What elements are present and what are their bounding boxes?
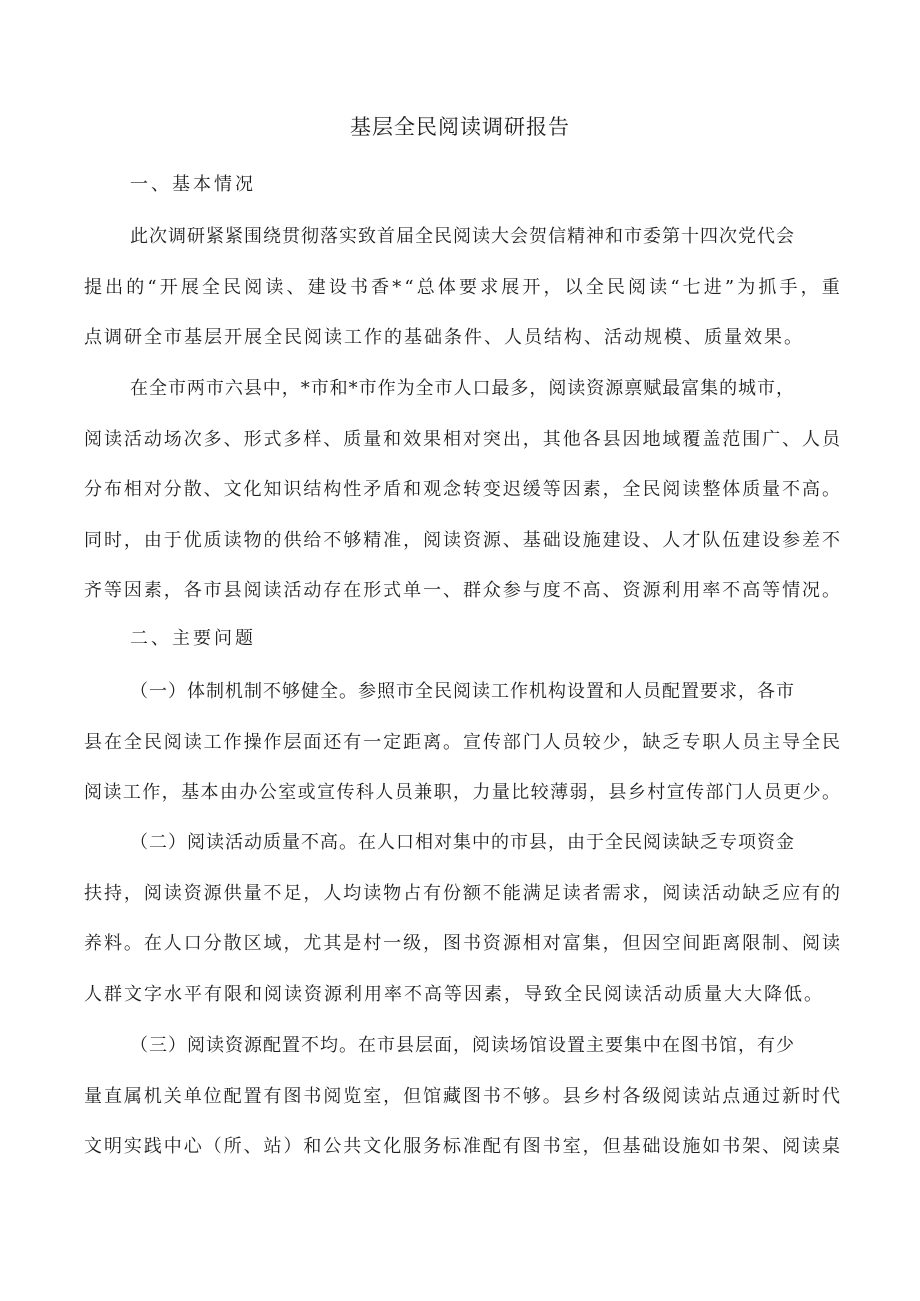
paragraph-line: 文明实践中心（所、站）和公共文化服务标准配有图书室，但基础设施如书架、阅读桌 [84, 1136, 842, 1157]
paragraph-line: 养料。在人口分散区域，尤其是村一级，图书资源相对富集，但因空间距离限制、阅读 [84, 933, 842, 954]
paragraph-line: 县在全民阅读工作操作层面还有一定距离。宣传部门人员较少，缺乏专职人员主导全民 [84, 731, 842, 753]
paragraph-line: 齐等因素，各市县阅读活动存在形式单一、群众参与度不高、资源利用率不高等情况。 [84, 580, 842, 601]
paragraph-line: （二）阅读活动质量不高。在人口相对集中的市县，由于全民阅读缺乏专项资金 [130, 832, 795, 853]
paragraph-line: （一）体制机制不够健全。参照市全民阅读工作机构设置和人员配置要求，各市 [130, 681, 795, 702]
paragraph-line: 阅读工作，基本由办公室或宣传科人员兼职，力量比较薄弱，县乡村宣传部门人员更少。 [84, 782, 842, 803]
paragraph-line: （三）阅读资源配置不均。在市县层面，阅读场馆设置主要集中在图书馆，有少 [130, 1035, 795, 1056]
paragraph-line: 阅读活动场次多、形式多样、质量和效果相对突出，其他各县因地域覆盖范围广、人员 [84, 428, 842, 450]
paragraph [84, 667, 840, 819]
paragraph [84, 1021, 840, 1173]
section-heading-basic-situation: 一、基本情况 [130, 174, 256, 195]
paragraph [84, 364, 840, 617]
paragraph-line: 提出的“开展全民阅读、建设书香*“总体要求展开，以全民阅读“七进”为抓手，重 [84, 276, 843, 298]
paragraph-line: 在全市两市六县中，*市和*市作为全市人口最多，阅读资源禀赋最富集的城市， [130, 378, 795, 399]
document-title: 基层全民阅读调研报告 [350, 115, 570, 139]
paragraph-line: 同时，由于优质读物的供给不够精准，阅读资源、基础设施建设、人才队伍建设参差不 [84, 529, 842, 551]
paragraph-line: 此次调研紧紧围绕贯彻落实致首届全民阅读大会贺信精神和市委第十四次党代会 [130, 226, 795, 247]
paragraph [84, 818, 840, 1020]
paragraph-line: 量直属机关单位配置有图书阅览室，但馆藏图书不够。县乡村各级阅读站点通过新时代 [84, 1085, 842, 1107]
paragraph-line: 点调研全市基层开展全民阅读工作的基础条件、人员结构、活动规模、质量效果。 [84, 327, 804, 348]
section-heading-main-problems: 二、主要问题 [130, 628, 256, 649]
paragraph [84, 212, 843, 364]
paragraph-line: 分布相对分散、文化知识结构性矛盾和观念转变迟缓等因素，全民阅读整体质量不高。 [84, 479, 842, 500]
paragraph-line: 人群文字水平有限和阅读资源利用率不高等因素，导致全民阅读活动质量大大降低。 [84, 983, 824, 1005]
paragraph-line: 扶持，阅读资源供量不足，人均读物占有份额不能满足读者需求，阅读活动缺乏应有的 [84, 882, 842, 904]
